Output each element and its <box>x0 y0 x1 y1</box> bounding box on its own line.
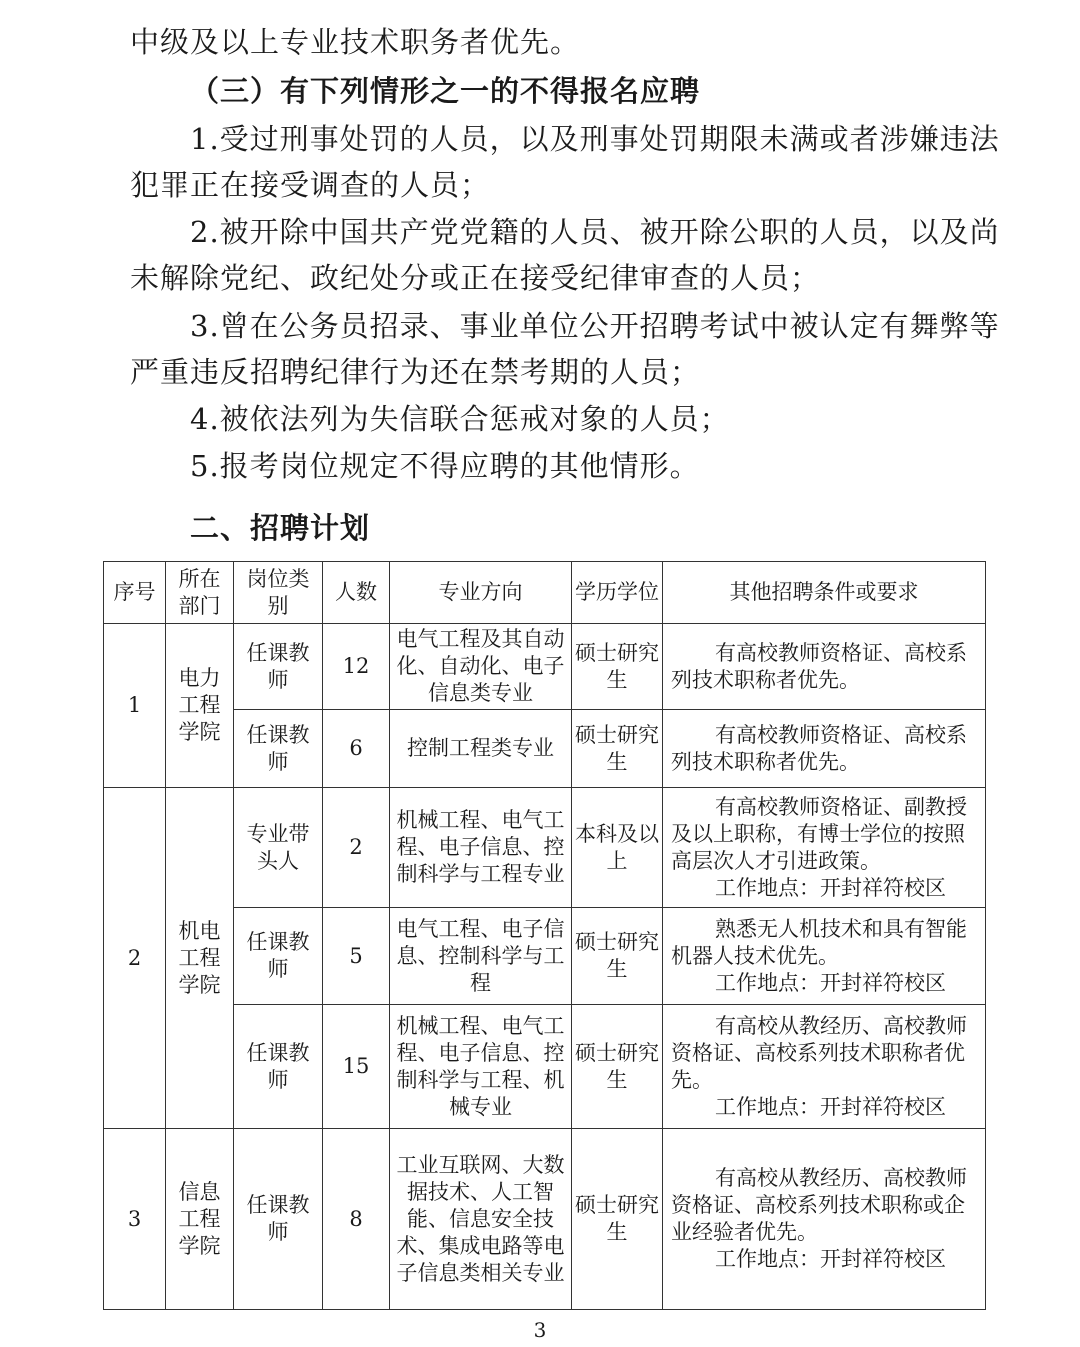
header-no: 序号 <box>104 562 166 624</box>
cell-edu: 硕士研究生 <box>572 1005 663 1129</box>
cell-no: 2 <box>104 788 166 1129</box>
cell-type: 任课教师 <box>234 624 323 710</box>
item-5: 5.报考岗位规定不得应聘的其他情形。 <box>190 449 700 483</box>
cell-no: 3 <box>104 1129 166 1310</box>
header-type: 岗位类别 <box>234 562 323 624</box>
table-row <box>104 1005 986 1129</box>
cell-count: 8 <box>323 1129 390 1310</box>
cell-type: 任课教师 <box>234 710 323 788</box>
section-title: 二、招聘计划 <box>190 511 371 545</box>
cell-major: 电气工程及其自动化、自动化、电子信息类专业 <box>390 624 572 710</box>
header-edu: 学历学位 <box>572 562 663 624</box>
cell-no: 1 <box>104 624 166 788</box>
cell-req <box>663 1005 986 1129</box>
recruitment-plan-table <box>103 561 986 1310</box>
cell-major: 工业互联网、大数据技术、人工智能、信息安全技术、集成电路等电子信息类相关专业 <box>390 1129 572 1310</box>
cell-type: 任课教师 <box>234 908 323 1005</box>
table-row <box>104 908 986 1005</box>
paragraph-continuation: 中级及以上专业技术职务者优先。 <box>130 25 581 59</box>
header-req: 其他招聘条件或要求 <box>663 562 986 624</box>
req-text: 熟悉无人机技术和具有智能机器人技术优先。 <box>671 916 967 968</box>
table-row <box>104 624 986 710</box>
item-3-line-2: 严重违反招聘纪律行为还在禁考期的人员； <box>130 355 701 389</box>
work-location: 工作地点：开封祥符校区 <box>715 1094 946 1119</box>
item-1-line-1: 1.受过刑事处罚的人员，以及刑事处罚期限未满或者涉嫌违法 <box>190 122 1000 156</box>
cell-type: 任课教师 <box>234 1129 323 1310</box>
cell-count: 12 <box>323 624 390 710</box>
cell-dept: 信息工程学院 <box>166 1129 234 1310</box>
cell-count: 5 <box>323 908 390 1005</box>
table-row <box>104 788 986 908</box>
subsection-heading: （三）有下列情形之一的不得报名应聘 <box>190 74 701 108</box>
work-location: 工作地点：开封祥符校区 <box>715 875 946 900</box>
cell-req <box>663 1129 986 1310</box>
req-text: 有高校从教经历、高校教师资格证、高校系列技术职称或企业经验者优先。 <box>671 1166 967 1244</box>
cell-major: 机械工程、电气工程、电子信息、控制科学与工程、机械专业 <box>390 1005 572 1129</box>
table-row <box>104 1129 986 1310</box>
cell-req <box>663 624 986 710</box>
req-text: 有高校教师资格证、副教授及以上职称，有博士学位的按照高层次人才引进政策。 <box>671 794 967 873</box>
cell-dept: 机电工程学院 <box>166 788 234 1129</box>
req-text: 有高校教师资格证、高校系列技术职称者优先。 <box>671 640 967 692</box>
header-dept: 所在部门 <box>166 562 234 624</box>
table-row <box>104 710 986 788</box>
cell-count: 15 <box>323 1005 390 1129</box>
cell-major: 控制工程类专业 <box>390 710 572 788</box>
cell-count: 6 <box>323 710 390 788</box>
item-1-line-2: 犯罪正在接受调查的人员； <box>130 168 491 202</box>
header-count: 人数 <box>323 562 390 624</box>
cell-edu: 硕士研究生 <box>572 710 663 788</box>
cell-major: 电气工程、电子信息、控制科学与工程 <box>390 908 572 1005</box>
req-text: 有高校教师资格证、高校系列技术职称者优先。 <box>671 722 967 774</box>
item-3-line-1: 3.曾在公务员招录、事业单位公开招聘考试中被认定有舞弊等 <box>190 309 1000 343</box>
item-2-line-1: 2.被开除中国共产党党籍的人员、被开除公职的人员，以及尚 <box>190 215 1000 249</box>
item-2-line-2: 未解除党纪、政纪处分或正在接受纪律审查的人员； <box>130 261 821 295</box>
cell-req <box>663 710 986 788</box>
cell-edu: 硕士研究生 <box>572 624 663 710</box>
req-text: 有高校从教经历、高校教师资格证、高校系列技术职称者优先。 <box>671 1013 967 1092</box>
cell-edu: 硕士研究生 <box>572 1129 663 1310</box>
cell-edu: 本科及以上 <box>572 788 663 908</box>
table-header-row <box>104 562 986 624</box>
cell-count: 2 <box>323 788 390 908</box>
cell-type: 专业带头人 <box>234 788 323 908</box>
cell-req <box>663 908 986 1005</box>
work-location: 工作地点：开封祥符校区 <box>715 970 946 995</box>
cell-type: 任课教师 <box>234 1005 323 1129</box>
item-4: 4.被依法列为失信联合惩戒对象的人员； <box>190 402 730 436</box>
cell-major: 机械工程、电气工程、电子信息、控制科学与工程专业 <box>390 788 572 908</box>
cell-req <box>663 788 986 908</box>
header-major: 专业方向 <box>390 562 572 624</box>
cell-edu: 硕士研究生 <box>572 908 663 1005</box>
cell-dept: 电力工程学院 <box>166 624 234 788</box>
work-location: 工作地点：开封祥符校区 <box>715 1247 946 1271</box>
page-number: 3 <box>533 1318 547 1342</box>
